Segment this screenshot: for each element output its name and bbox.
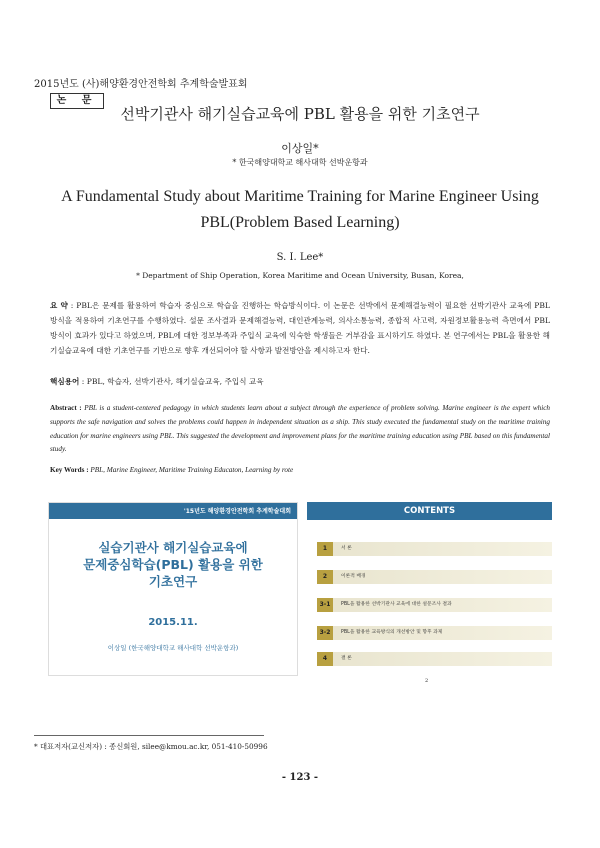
slide-author: 이상일 (한국해양대학교 해사대학 선박운항과) <box>107 644 239 652</box>
contents-item-number: 2 <box>317 570 333 584</box>
slide-title-line: 문제중심학습(PBL) 활용을 위한 <box>83 557 263 572</box>
english-abstract <box>50 402 550 457</box>
slide-banner-text: '15년도 해양환경안전학회 추계학술대회 <box>183 508 291 515</box>
contents-slide <box>307 502 552 674</box>
contents-item <box>317 542 552 556</box>
contents-item-number: 3-1 <box>317 598 333 612</box>
korean-keywords-text: : PBL, 학습자, 선박기관사, 해기실습교육, 주입식 교육 <box>81 377 264 386</box>
korean-keywords-label: 핵심용어 <box>50 377 80 386</box>
english-keywords-text: PBL, Marine Engineer, Maritime Training Educaton, Learning by rote <box>90 466 294 474</box>
english-abstract-text: PBL is a student-centered pedagogy in which students learn about a subject through the experience of problem solving. Marine engineer is the expert which supports the safe navigation and solves the problems could happen in independent situation as a ship. This study executed the fundamental study on the maritime training education for marine engineers using PBL. This suggested the development and improvement plans for the maritime training education using PBL based on this fundamental study. <box>50 404 551 454</box>
footnote: * 대표저자(교신저자) : 종신회원, silee@kmou.ac.kr, 051-410-50996 <box>34 742 268 751</box>
page-number: - 123 - <box>281 772 319 783</box>
contents-item-label: PBL을 활용한 선박기관사 교육에 대한 설문조사 결과 <box>341 602 452 607</box>
contents-item-number: 3-2 <box>317 626 333 640</box>
korean-keywords <box>50 376 264 387</box>
contents-item-label: 서 론 <box>341 546 352 551</box>
slide-banner <box>49 503 297 519</box>
contents-item <box>317 652 552 666</box>
contents-heading: CONTENTS <box>307 502 552 520</box>
english-author: S. I. Lee* <box>276 252 324 263</box>
korean-affiliation: * 한국해양대학교 해사대학 선박운항과 <box>232 158 368 167</box>
korean-abstract-text: : PBL은 문제를 활용하여 학습자 중심으로 학습을 진행하는 학습방식이다. 이 논문은 선박에서 문제해결능력이 필요한 선박기관사 교육에 PBL 방식을 적용하여 기초연구를 수행하였다. 설문 조사결과 문제해결능력, 대인관계능력, 의사소통능력, 종합적 사고력, 자원정보활용능력 측면에서 PBL 방식이 효과가 있다고 하였으며, PBL에 대한 정보부족과 주입식 교육에 익숙한 학생들은 거부감을 표시하기도 하였다. 본 연구에서는 PBL을 활용한 해기실습교육에 대한 기초연구를 기반으로 향후 개선되어야 할 사항과 발전방안을 제시하고자 한다. <box>50 301 550 355</box>
slide-title-line: 기초연구 <box>148 574 198 589</box>
conference-header: 2015년도 (사)해양환경안전학회 추계학술발표회 <box>34 79 248 90</box>
korean-abstract <box>50 298 550 358</box>
contents-item-label: PBL을 활용한 교육방식의 개선방안 및 향후 과제 <box>341 630 443 635</box>
slide-date: 2015.11. <box>148 617 198 628</box>
slide-title <box>49 539 297 590</box>
korean-title: 선박기관사 해기실습교육에 PBL 활용을 위한 기초연구 <box>120 105 480 123</box>
english-affiliation: * Department of Ship Operation, Korea Maritime and Ocean University, Busan, Korea, <box>136 271 464 280</box>
slide-page-number: 2 <box>425 678 429 684</box>
footnote-divider <box>34 735 264 736</box>
contents-item-label: 이론적 배경 <box>341 574 366 579</box>
contents-item-number: 4 <box>317 652 333 666</box>
title-slide <box>48 502 298 676</box>
korean-author: 이상일* <box>281 142 319 155</box>
english-title: A Fundamental Study about Maritime Training for Marine Engineer Using PBL(Problem Based Learning) <box>61 188 539 231</box>
english-keywords-label: Key Words : <box>50 466 89 474</box>
contents-item <box>317 570 552 584</box>
paper-type-tag: 논 문 <box>50 93 104 109</box>
korean-abstract-label: 요 약 <box>50 301 68 310</box>
slide-title-line: 실습기관사 해기실습교육에 <box>98 540 248 555</box>
english-keywords <box>50 466 293 474</box>
english-abstract-label: Abstract : <box>50 404 82 412</box>
contents-item <box>317 626 552 640</box>
contents-item-label: 결 론 <box>341 656 352 661</box>
contents-item <box>317 598 552 612</box>
contents-item-number: 1 <box>317 542 333 556</box>
